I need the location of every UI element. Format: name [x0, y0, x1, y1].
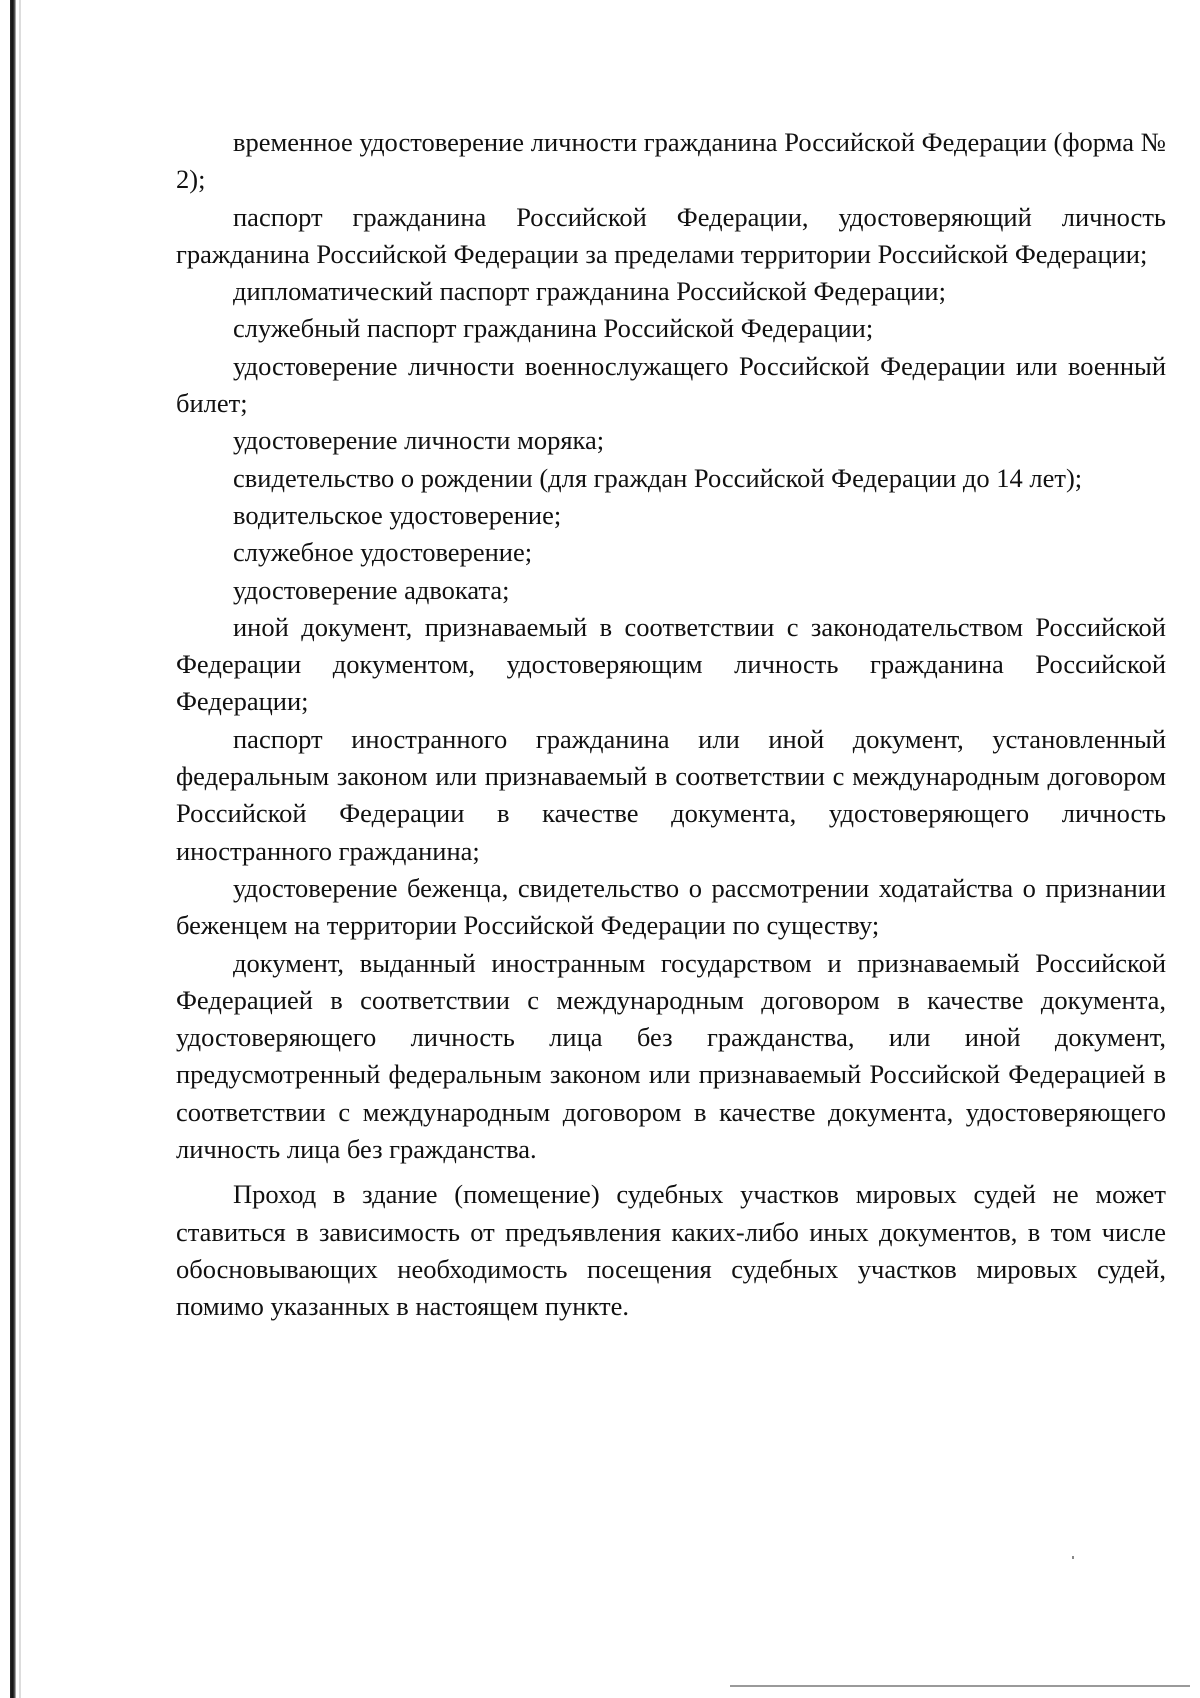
- paragraph-other-document: иной документ, признаваемый в соответствии с законодательством Российской Федерации документом, удостоверяющим личность гражданина Российской Федерации;: [176, 611, 1166, 717]
- document-body: [176, 124, 1166, 1326]
- scan-binding-shadow: [19, 0, 21, 1698]
- paragraph-foreign-passport: паспорт гражданина Российской Федерации, удостоверяющий личность гражданина Российской Федерации за пределами территории Российской Федерации;: [176, 201, 1166, 269]
- paragraph-refugee-id: удостоверение беженца, свидетельство о рассмотрении ходатайства о признании беженцем на территории Российской Федерации по существу;: [176, 872, 1166, 941]
- paragraph-stateless-document: документ, выданный иностранным государством и признаваемый Российской Федерацией в соответствии с международным договором в качестве документа, удостоверяющего личность лица без гражданства, или иной документ, предусмотренный федеральным законом или признаваемый Российской Федерацией в соответствии с международным договором в качестве документа, удостоверяющего личность лица без гражданства.: [176, 947, 1166, 1165]
- scan-binding-edge: [10, 0, 16, 1698]
- bottom-scan-line: [730, 1685, 1190, 1687]
- paragraph-driver-license: водительское удостоверение;: [233, 499, 562, 530]
- paragraph-service-passport: служебный паспорт гражданина Российской Федерации;: [233, 313, 874, 344]
- paragraph-diplomatic-passport: дипломатический паспорт гражданина Российской Федерации;: [233, 276, 946, 307]
- paragraph-birth-certificate: свидетельство о рождении (для граждан Российской Федерации до 14 лет);: [233, 462, 1083, 493]
- paragraph-military-id: удостоверение личности военнослужащего Российской Федерации или военный билет;: [176, 350, 1166, 419]
- paragraph-temporary-id: временное удостоверение личности гражданина Российской Федерации (форма № 2);: [176, 127, 1166, 195]
- paragraph-foreigner-passport: паспорт иностранного гражданина или иной документ, установленный федеральным законом или признаваемый в соответствии с международным договором Российской Федерации в качестве документа, удостоверяющего личность иностранного гражданина;: [176, 723, 1166, 866]
- paragraph-service-id: служебное удостоверение;: [233, 537, 533, 568]
- scan-speck: [1072, 1556, 1074, 1559]
- paragraph-entry-rule: Проход в здание (помещение) судебных участков мировых судей не может ставиться в зависимость от предъявления каких-либо иных документов, в том числе обосновывающих необходимость посещения судебных участков мировых судей, помимо указанных в настоящем пункте.: [176, 1179, 1166, 1322]
- paragraph-lawyer-id: удостоверение адвоката;: [233, 574, 510, 605]
- paragraph-seaman-id: удостоверение личности моряка;: [233, 425, 605, 456]
